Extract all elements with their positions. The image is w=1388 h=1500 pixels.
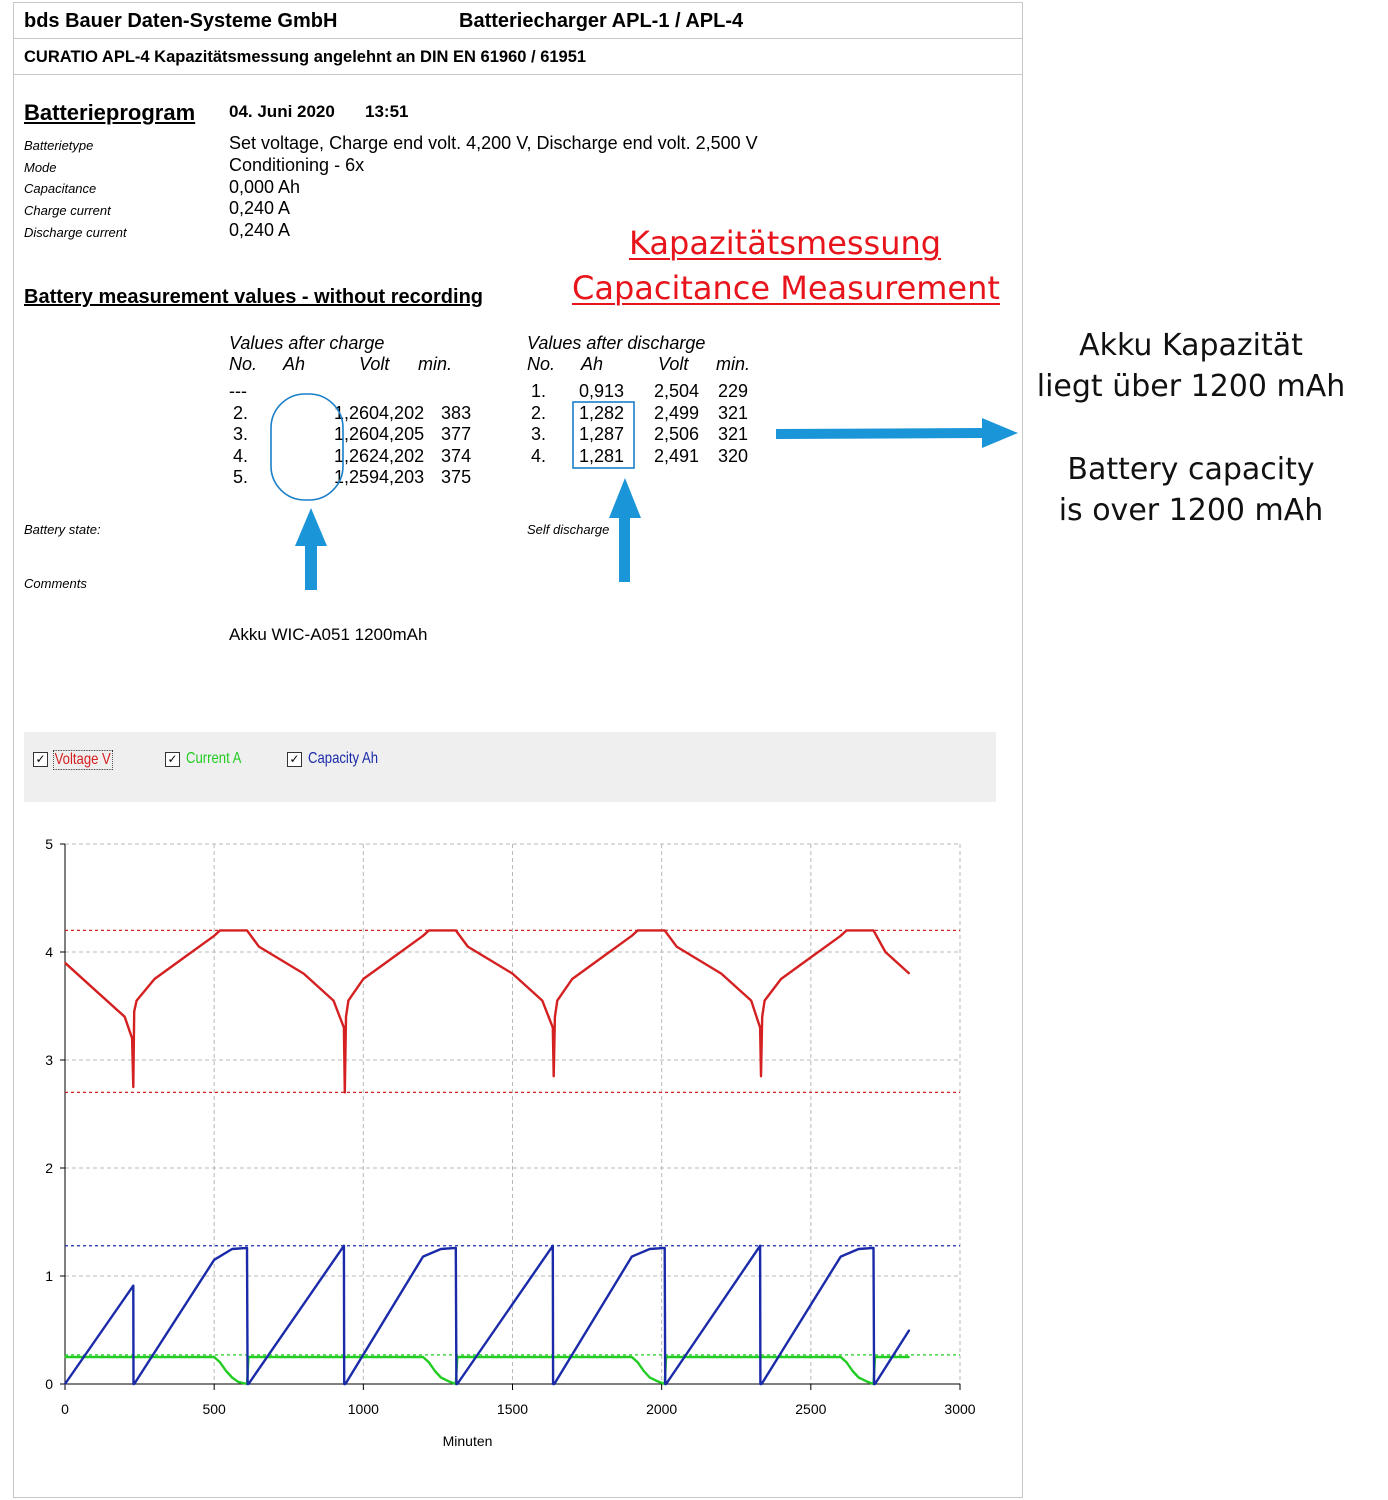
discharge-header-volt: Volt	[658, 354, 689, 374]
voltage-point	[631, 935, 632, 936]
cell-ah: 1,260	[334, 424, 380, 445]
capacity-series-line	[65, 1246, 909, 1384]
capacity-point	[840, 1256, 841, 1257]
voltage-point	[422, 935, 423, 936]
y-tick-label: 4	[45, 944, 53, 960]
voltage-point	[643, 930, 644, 931]
voltage-point	[124, 1016, 125, 1017]
voltage-point	[601, 957, 602, 958]
voltage-point	[762, 1016, 763, 1017]
capacity-point	[344, 1383, 345, 1384]
field-label-charge-current: Charge current	[24, 203, 111, 218]
note-en-line2: is over 1200 mAh	[1058, 493, 1324, 528]
voltage-point	[393, 957, 394, 958]
voltage-point	[467, 946, 468, 947]
capacity-point	[666, 1383, 667, 1384]
cell-no: 1.	[531, 381, 547, 402]
voltage-series-line	[65, 930, 909, 1092]
capacity-point	[664, 1247, 665, 1248]
discharge-capacity-box	[573, 402, 634, 468]
cell-min: 375	[441, 467, 472, 488]
voltage-point	[333, 1000, 334, 1001]
voltage-point	[132, 1038, 133, 1039]
voltage-point	[134, 1011, 135, 1012]
field-label-capacitance: Capacitance	[24, 181, 97, 196]
field-value-batterietype: Set voltage, Charge end volt. 4,200 V, Discharge end volt. 2,500 V	[229, 133, 758, 153]
charge-header-no: No.	[229, 354, 258, 374]
y-tick-label: 3	[45, 1052, 53, 1068]
cell-no: 3.	[531, 424, 547, 445]
capacity-point	[134, 1383, 135, 1384]
current-checkbox[interactable]: ✓	[165, 752, 180, 767]
arrow-right-icon	[776, 418, 1018, 448]
current-point	[220, 1362, 221, 1363]
overlay-title-en: Capacitance Measurement	[572, 269, 1000, 307]
company-name: bds Bauer Daten-Systeme GmbH	[24, 10, 338, 32]
capacity-point	[440, 1248, 441, 1249]
voltage-point	[64, 962, 65, 963]
voltage-point	[133, 1086, 134, 1087]
current-series-line	[65, 1357, 909, 1384]
voltage-point	[760, 1027, 761, 1028]
arrow-up-discharge-icon	[609, 478, 641, 582]
cell-volt: 2,506	[654, 424, 700, 445]
charge-header-volt: Volt	[359, 354, 390, 374]
current-point	[449, 1381, 450, 1382]
cell-no: 4.	[531, 445, 547, 466]
voltage-point	[542, 1000, 543, 1001]
charge-capacity-ellipse	[271, 394, 343, 500]
charge-header-ah: Ah	[283, 354, 306, 374]
voltage-point	[303, 973, 304, 974]
voltage-point	[751, 1000, 752, 1001]
voltage-point	[214, 935, 215, 936]
voltage-legend-label[interactable]: Voltage V	[54, 751, 111, 768]
cell-ah: 1,259	[334, 467, 380, 488]
voltage-point	[343, 1027, 344, 1028]
voltage-point	[94, 989, 95, 990]
note-de-line2: liegt über 1200 mAh	[1036, 369, 1346, 404]
voltage-point	[554, 1016, 555, 1017]
voltage-point	[572, 978, 573, 979]
voltage-checkbox[interactable]: ✓	[33, 752, 48, 767]
capacity-point	[246, 1247, 247, 1248]
note-en-line1: Battery capacity	[1067, 452, 1315, 487]
y-tick-label: 0	[45, 1376, 53, 1392]
voltage-point	[664, 930, 665, 931]
voltage-point	[760, 1076, 761, 1077]
capacity-point	[231, 1248, 232, 1249]
capacity-point	[345, 1383, 346, 1384]
charge-header-min: min.	[418, 354, 453, 374]
current-point	[231, 1377, 232, 1378]
capacity-point	[760, 1245, 761, 1246]
voltage-point	[228, 930, 229, 931]
cell-ah-value: 1,260	[334, 402, 380, 423]
current-point	[649, 1377, 650, 1378]
program-time: 13:51	[365, 102, 409, 121]
voltage-point	[840, 935, 841, 936]
capacity-point	[873, 1247, 874, 1248]
current-point	[64, 1356, 65, 1357]
capacity-point	[649, 1248, 650, 1249]
voltage-point	[852, 930, 853, 931]
capacity-point	[909, 1329, 910, 1330]
cell-no: 2.	[531, 402, 547, 423]
cell-min: 377	[441, 424, 472, 445]
voltage-point	[184, 957, 185, 958]
capacity-point	[552, 1245, 553, 1246]
x-tick-label: 1500	[496, 1401, 529, 1417]
cell-ah: 1,262	[334, 445, 380, 466]
voltage-point	[363, 978, 364, 979]
voltage-point	[348, 1000, 349, 1001]
capacity-point	[554, 1383, 555, 1384]
self-discharge-label: Self discharge	[527, 522, 610, 537]
capacity-point	[248, 1383, 249, 1384]
field-label-discharge-current: Discharge current	[24, 225, 127, 240]
current-point	[440, 1377, 441, 1378]
y-tick-label: 1	[45, 1268, 53, 1284]
voltage-point	[344, 1092, 345, 1093]
voltage-point	[810, 957, 811, 958]
current-point	[631, 1356, 632, 1357]
field-label-mode: Mode	[24, 160, 57, 175]
voltage-point	[780, 978, 781, 979]
capacity-point	[343, 1245, 344, 1246]
cell-no: 2.	[233, 402, 249, 423]
voltage-point	[885, 951, 886, 952]
current-point	[434, 1370, 435, 1371]
cell-volt: 2,499	[654, 402, 700, 423]
cell-ah: 1,287	[579, 424, 625, 445]
capacity-point	[552, 1383, 553, 1384]
measurement-heading: Battery measurement values - without recording	[24, 286, 484, 308]
voltage-point	[846, 930, 847, 931]
discharge-header-ah: Ah	[581, 354, 604, 374]
field-value-charge-current: 0,240 A	[229, 198, 291, 218]
capacity-point	[631, 1256, 632, 1257]
voltage-point	[136, 1000, 137, 1001]
field-value-mode: Conditioning - 6x	[229, 155, 365, 175]
capacity-point	[761, 1383, 762, 1384]
program-date: 04. Juni 2020	[229, 102, 335, 121]
voltage-point	[552, 1027, 553, 1028]
cell-volt: 4,202	[379, 402, 425, 423]
cell-no: 5.	[233, 467, 249, 488]
voltage-point	[345, 1016, 346, 1017]
capacity-point	[457, 1383, 458, 1384]
cell-min: 383	[441, 402, 472, 423]
product-name: Batteriecharger APL-1 / APL-4	[459, 10, 744, 32]
cell-volt: 2,504	[654, 381, 700, 402]
current-point	[428, 1362, 429, 1363]
current-point	[422, 1356, 423, 1357]
cell-no: 4.	[233, 445, 249, 466]
voltage-point	[909, 973, 910, 974]
arrow-up-charge-icon	[295, 508, 327, 590]
voltage-point	[154, 978, 155, 979]
current-point	[852, 1370, 853, 1371]
measurement-chart	[0, 820, 1010, 1470]
voltage-point	[764, 1000, 765, 1001]
field-value-capacitance: 0,000 Ah	[229, 177, 301, 197]
y-tick-label: 2	[45, 1160, 53, 1176]
capacity-point	[214, 1259, 215, 1260]
voltage-point	[512, 973, 513, 974]
cell-ah: 1,282	[579, 402, 625, 423]
voltage-point	[557, 1000, 558, 1001]
report-subtitle: CURATIO APL-4 Kapazitätsmessung angelehnt an DIN EN 61960 / 61951	[24, 48, 587, 66]
cell-min: 374	[441, 445, 472, 466]
capacity-point	[455, 1247, 456, 1248]
current-point	[658, 1381, 659, 1382]
comment-text: Akku WIC-A051 1200mAh	[229, 625, 428, 644]
voltage-point	[873, 930, 874, 931]
voltage-point	[258, 946, 259, 947]
x-tick-label: 1000	[347, 1401, 379, 1417]
voltage-point	[434, 930, 435, 931]
cell-volt: 4,203	[379, 467, 425, 488]
current-point	[867, 1381, 868, 1382]
field-value-discharge-current: 0,240 A	[229, 220, 291, 240]
current-point	[840, 1356, 841, 1357]
charge-table-title: Values after charge	[229, 333, 385, 353]
capacity-point	[64, 1383, 65, 1384]
capacity-point	[422, 1256, 423, 1257]
voltage-point	[637, 930, 638, 931]
current-point	[846, 1362, 847, 1363]
voltage-point	[455, 930, 456, 931]
current-legend-label[interactable]: Current A	[186, 750, 242, 767]
x-tick-label: 500	[202, 1401, 226, 1417]
current-point	[226, 1370, 227, 1371]
x-tick-label: 2500	[795, 1401, 827, 1417]
voltage-point	[246, 930, 247, 931]
program-heading: Batterieprogram	[24, 100, 196, 125]
cell-volt: 2,491	[654, 445, 700, 466]
y-tick-label: 5	[45, 836, 53, 852]
x-tick-label: 0	[61, 1401, 69, 1417]
cell-min: 229	[718, 381, 749, 402]
voltage-point	[428, 930, 429, 931]
cell-ah: 1,281	[579, 445, 625, 466]
current-point	[214, 1356, 215, 1357]
current-point	[637, 1362, 638, 1363]
overlay-title-de: Kapazitätsmessung	[629, 224, 942, 262]
current-point	[909, 1356, 910, 1357]
capacity-point	[760, 1383, 761, 1384]
battery-state-label: Battery state:	[24, 522, 101, 537]
discharge-header-no: No.	[527, 354, 556, 374]
field-label-batterietype: Batterietype	[24, 138, 94, 153]
voltage-point	[721, 973, 722, 974]
current-point	[858, 1377, 859, 1378]
capacity-point	[858, 1248, 859, 1249]
note-de-line1: Akku Kapazität	[1079, 328, 1303, 363]
cell-no: ---	[229, 381, 247, 402]
discharge-table-title: Values after discharge	[527, 333, 706, 353]
discharge-header-min: min.	[716, 354, 751, 374]
voltage-point	[553, 1076, 554, 1077]
cell-min: 321	[718, 402, 749, 423]
capacity-point	[133, 1285, 134, 1286]
capacity-legend-label[interactable]: Capacity Ah	[308, 750, 379, 767]
cell-no: 3.	[233, 424, 249, 445]
cell-min: 321	[718, 424, 749, 445]
cell-min: 320	[718, 445, 749, 466]
x-tick-label: 3000	[944, 1401, 976, 1417]
voltage-point	[220, 930, 221, 931]
capacity-point	[874, 1383, 875, 1384]
cell-volt: 4,205	[379, 424, 425, 445]
current-point	[237, 1381, 238, 1382]
cell-volt: 4,202	[379, 445, 425, 466]
x-axis-label: Minuten	[442, 1433, 493, 1449]
current-point	[643, 1370, 644, 1371]
chart-legend-bar	[24, 732, 996, 802]
x-tick-label: 2000	[646, 1401, 678, 1417]
cell-ah: 0,913	[579, 381, 625, 402]
capacity-checkbox[interactable]: ✓	[287, 752, 302, 767]
comments-label: Comments	[24, 576, 87, 591]
voltage-point	[676, 946, 677, 947]
